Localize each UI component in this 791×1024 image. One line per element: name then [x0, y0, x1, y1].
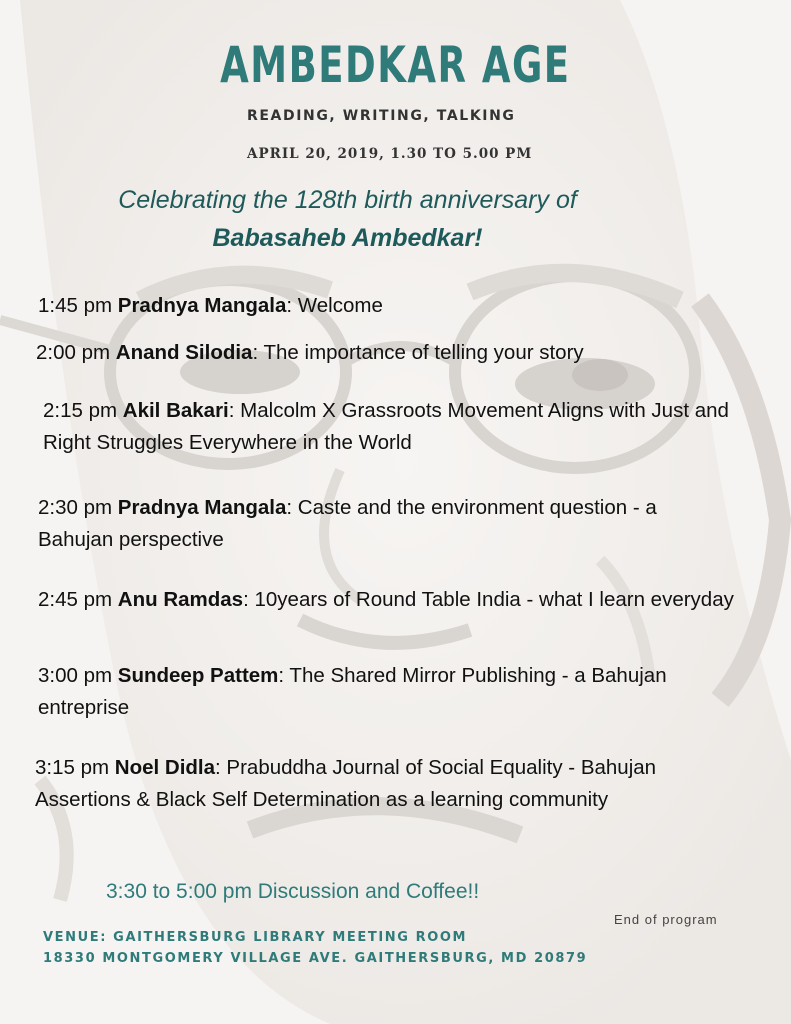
program-topic: : The Shared Mirror Publishing - a Bahujan entreprise [38, 664, 667, 719]
program-topic: : Caste and the environment question - a Bahujan perspective [38, 496, 657, 551]
program-time: 2:45 pm [38, 588, 113, 611]
program-topic: : 10years of Round Table India - what I learn everyday [243, 588, 734, 611]
program-speaker: Anand Silodia [115, 341, 253, 364]
program-speaker: Anu Ramdas [117, 588, 244, 611]
end-of-program-note: End of program [614, 912, 718, 927]
program-time: 2:00 pm [36, 341, 111, 364]
program-speaker: Sundeep Pattem [117, 664, 279, 687]
program-time: 2:30 pm [38, 496, 113, 519]
discussion-note: 3:30 to 5:00 pm Discussion and Coffee!! [106, 880, 480, 903]
program-item [38, 584, 738, 616]
program-time: 1:45 pm [38, 294, 113, 317]
program-topic: : Prabuddha Journal of Social Equality - Bahujan Assertions & Black Self Determination as a learning community [35, 756, 657, 811]
program-speaker: Pradnya Mangala [117, 496, 287, 519]
program-topic: : Welcome [286, 294, 383, 317]
program-item [35, 752, 675, 816]
celebration-name: Babasaheb Ambedkar! [212, 224, 483, 252]
program-item [38, 290, 738, 322]
program-time: 2:15 pm [43, 399, 118, 422]
celebration-line: Celebrating the 128th birth anniversary of [118, 186, 577, 214]
program-time: 3:15 pm [35, 756, 110, 779]
event-subtitle: READING, WRITING, TALKING [247, 108, 516, 124]
program-topic: : Malcolm X Grassroots Movement Aligns with Just and Right Struggles Everywhere in the World [43, 399, 729, 454]
event-date: APRIL 20, 2019, 1.30 TO 5.00 PM [247, 146, 533, 162]
event-title: AMBEDKAR AGE [220, 36, 571, 94]
program-speaker: Noel Didla [114, 756, 216, 779]
program-time: 3:00 pm [38, 664, 113, 687]
program-item [38, 660, 678, 724]
program-speaker: Akil Bakari [122, 399, 229, 422]
program-speaker: Pradnya Mangala [117, 294, 287, 317]
program-item [38, 492, 728, 556]
program-topic: : The importance of telling your story [252, 341, 584, 364]
venue-address: 18330 MONTGOMERY VILLAGE AVE. GAITHERSBURG, MD 20879 [43, 951, 588, 966]
program-item [36, 337, 736, 369]
program-item [43, 395, 743, 459]
venue-name: VENUE: GAITHERSBURG LIBRARY MEETING ROOM [43, 930, 468, 945]
